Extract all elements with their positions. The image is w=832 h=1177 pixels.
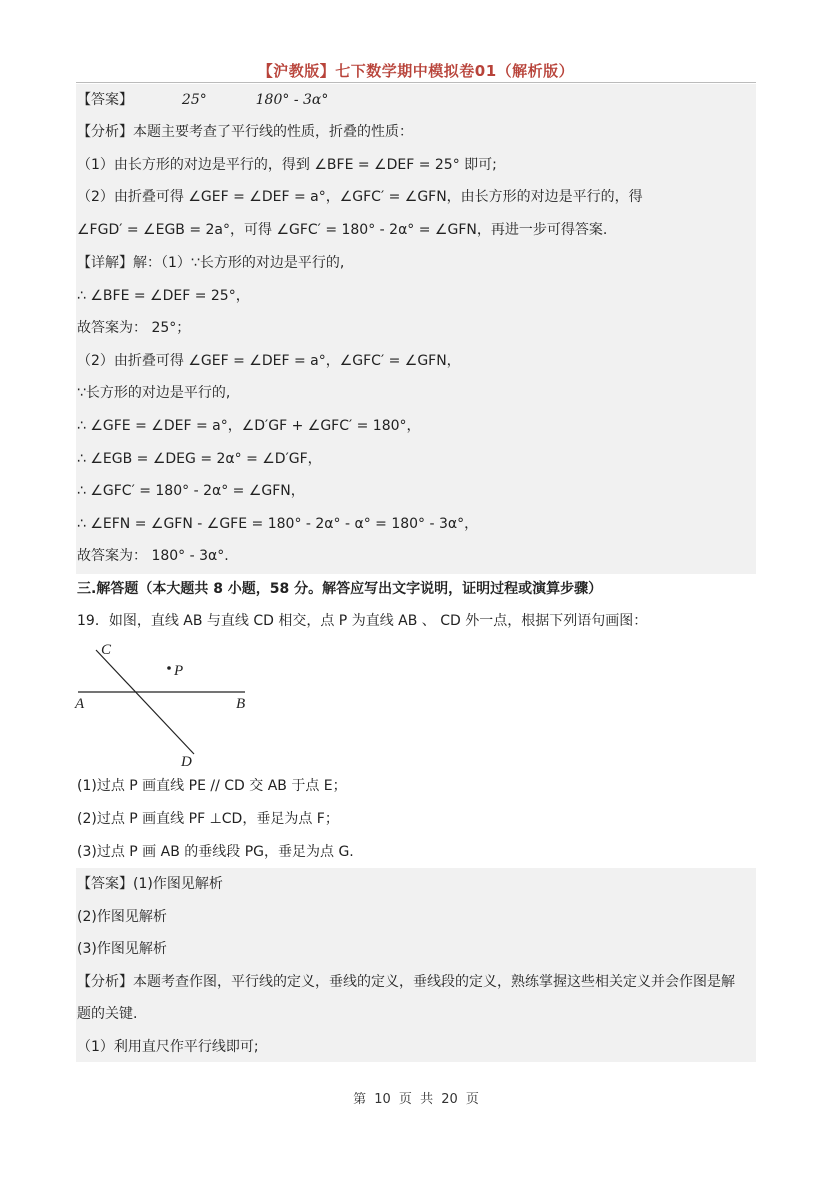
page-title: 【沪教版】七下数学期中模拟卷01（解析版） <box>257 62 575 80</box>
detail-line-1: 【详解】解：（1）∵长方形的对边是平行的, <box>77 255 345 271</box>
answer-line <box>77 90 328 110</box>
analysis-19-line-1: 【分析】本题考查作图，平行线的定义，垂线的定义，垂线段的定义，熟练掌握这些相关定义并会作图是解 <box>77 974 735 990</box>
detail-line-4: （2）由折叠可得 ∠GEF = ∠DEF = a°，∠GFC′ = ∠GFN， <box>77 353 461 369</box>
detail-line-8: ∴ ∠GFC′ = 180° - 2α° = ∠GFN， <box>77 483 305 499</box>
label-d: D <box>181 754 192 770</box>
question-19-stem: 19．如图，直线 AB 与直线 CD 相交，点 P 为直线 AB 、 CD 外一点，根据下列语句画图： <box>77 613 648 629</box>
analysis-19-line-2: 题的关键. <box>77 1006 138 1022</box>
detail-line-7: ∴ ∠EGB = ∠DEG = 2α° = ∠D′GF， <box>77 451 322 467</box>
detail-line-2: ∴ ∠BFE = ∠DEF = 25°， <box>77 288 250 304</box>
analysis-line-3: （2）由折叠可得 ∠GEF = ∠DEF = a°，∠GFC′ = ∠GFN，由长方形的对边是平行的，得 <box>77 189 643 205</box>
header-divider <box>76 82 756 83</box>
detail-line-5: ∵长方形的对边是平行的, <box>77 385 231 401</box>
label-a: A <box>75 696 85 712</box>
detail-line-9: ∴ ∠EFN = ∠GFN - ∠GFE = 180° - 2α° - α° = 180° - 3α°， <box>77 516 479 532</box>
label-b: B <box>236 696 246 712</box>
answer-19-line-2: (2)作图见解析 <box>77 909 167 925</box>
answer-19-line-3: (3)作图见解析 <box>77 941 167 957</box>
detail-line-6: ∴ ∠GFE = ∠DEF = a°，∠D′GF + ∠GFC′ = 180°， <box>77 418 421 434</box>
label-p: P <box>174 663 184 679</box>
answer-value-2: 180° - 3α° <box>255 92 329 108</box>
analysis-line-1: 【分析】本题主要考查了平行线的性质，折叠的性质： <box>77 124 413 140</box>
question-part-1: (1)过点 P 画直线 PE // CD 交 AB 于点 E； <box>77 778 347 794</box>
question-part-3: (3)过点 P 画 AB 的垂线段 PG，垂足为点 G. <box>77 844 354 860</box>
analysis-line-4: ∠FGD′ = ∠EGB = 2a°，可得 ∠GFC′ = 180° - 2α° = ∠GFN，再进一步可得答案. <box>77 222 608 238</box>
label-c: C <box>101 642 112 658</box>
answer-block-19 <box>76 868 756 1062</box>
answer-value-1: 25° <box>181 92 207 108</box>
analysis-line-2: （1）由长方形的对边是平行的，得到 ∠BFE = ∠DEF = 25° 即可; <box>77 157 497 173</box>
geometry-figure <box>70 638 270 773</box>
page-number: 第 10 页 共 20 页 <box>353 1092 479 1107</box>
question-part-2: (2)过点 P 画直线 PF ⊥CD，垂足为点 F； <box>77 811 339 827</box>
answer-label: 【答案】 <box>77 92 133 108</box>
answer-19-line-1: 【答案】(1)作图见解析 <box>77 876 223 892</box>
detail-line-3: 故答案为： 25°； <box>77 320 191 336</box>
analysis-19-line-3: （1）利用直尺作平行线即可; <box>77 1039 259 1055</box>
point-p-dot <box>167 666 171 670</box>
detail-line-10: 故答案为： 180° - 3α°. <box>77 548 229 564</box>
section-title: 三.解答题（本大题共 8 小题，58 分。解答应写出文字说明，证明过程或演算步骤） <box>77 581 603 597</box>
